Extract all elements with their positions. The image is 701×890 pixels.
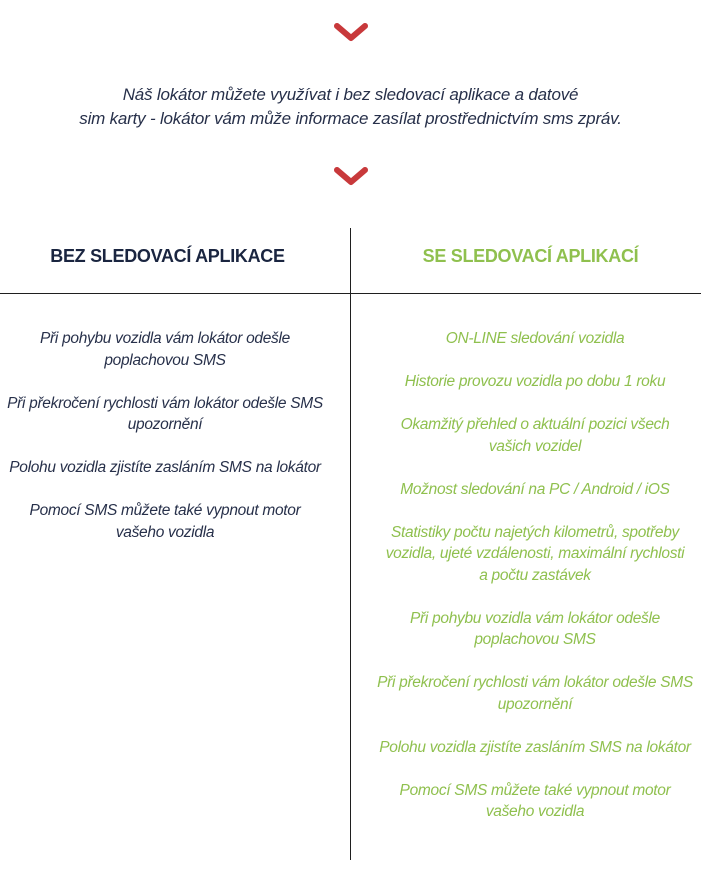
list-item: Historie provozu vozidla po dobu 1 roku (404, 373, 666, 390)
list-item: Při pohybu vozidla vám lokátor odešle poplachovou SMS (410, 609, 660, 648)
feature-list-without-app (0, 328, 330, 565)
header-divider-horizontal (0, 293, 701, 294)
intro-line-1: Náš lokátor můžete využívat i bez sledovací aplikace a datové (122, 85, 579, 104)
list-item: Okamžitý přehled o aktuální pozici všech vašich vozidel (400, 416, 670, 455)
intro-text (20, 83, 681, 131)
intro-line-2: sim karty - lokátor vám může informace zasílat prostřednictvím sms zpráv. (79, 109, 622, 128)
heading-without-app: BEZ SLEDOVACÍ APLIKACE (50, 246, 285, 266)
list-item: ON-LINE sledování vozidla (445, 330, 625, 347)
list-item: Pomocí SMS můžete také vypnout motor vašeho vozidla (399, 781, 671, 820)
list-item: Pomocí SMS můžete také vypnout motor vašeho vozidla (29, 502, 301, 541)
list-item: Polohu vozidla zjistíte zasláním SMS na lokátor (9, 459, 321, 476)
list-item: Při překročení rychlosti vám lokátor odešle SMS upozornění (7, 394, 323, 433)
list-item: Možnost sledování na PC / Android / iOS (400, 480, 670, 498)
list-item: Při překročení rychlosti vám lokátor odešle SMS upozornění (377, 674, 693, 713)
feature-list-with-app (372, 328, 698, 844)
list-item: Statistiky počtu najetých kilometrů, spotřeby vozidla, ujeté vzdálenosti, maximální rychlosti a počtu zastávek (385, 523, 685, 584)
column-divider-vertical (350, 228, 351, 860)
chevron-down-icon (333, 166, 369, 188)
chevron-down-icon (333, 22, 369, 44)
heading-with-app: SE SLEDOVACÍ APLIKACÍ (422, 246, 639, 266)
list-item: Polohu vozidla zjistíte zasláním SMS na lokátor (379, 738, 691, 756)
list-item: Při pohybu vozidla vám lokátor odešle poplachovou SMS (40, 330, 290, 369)
